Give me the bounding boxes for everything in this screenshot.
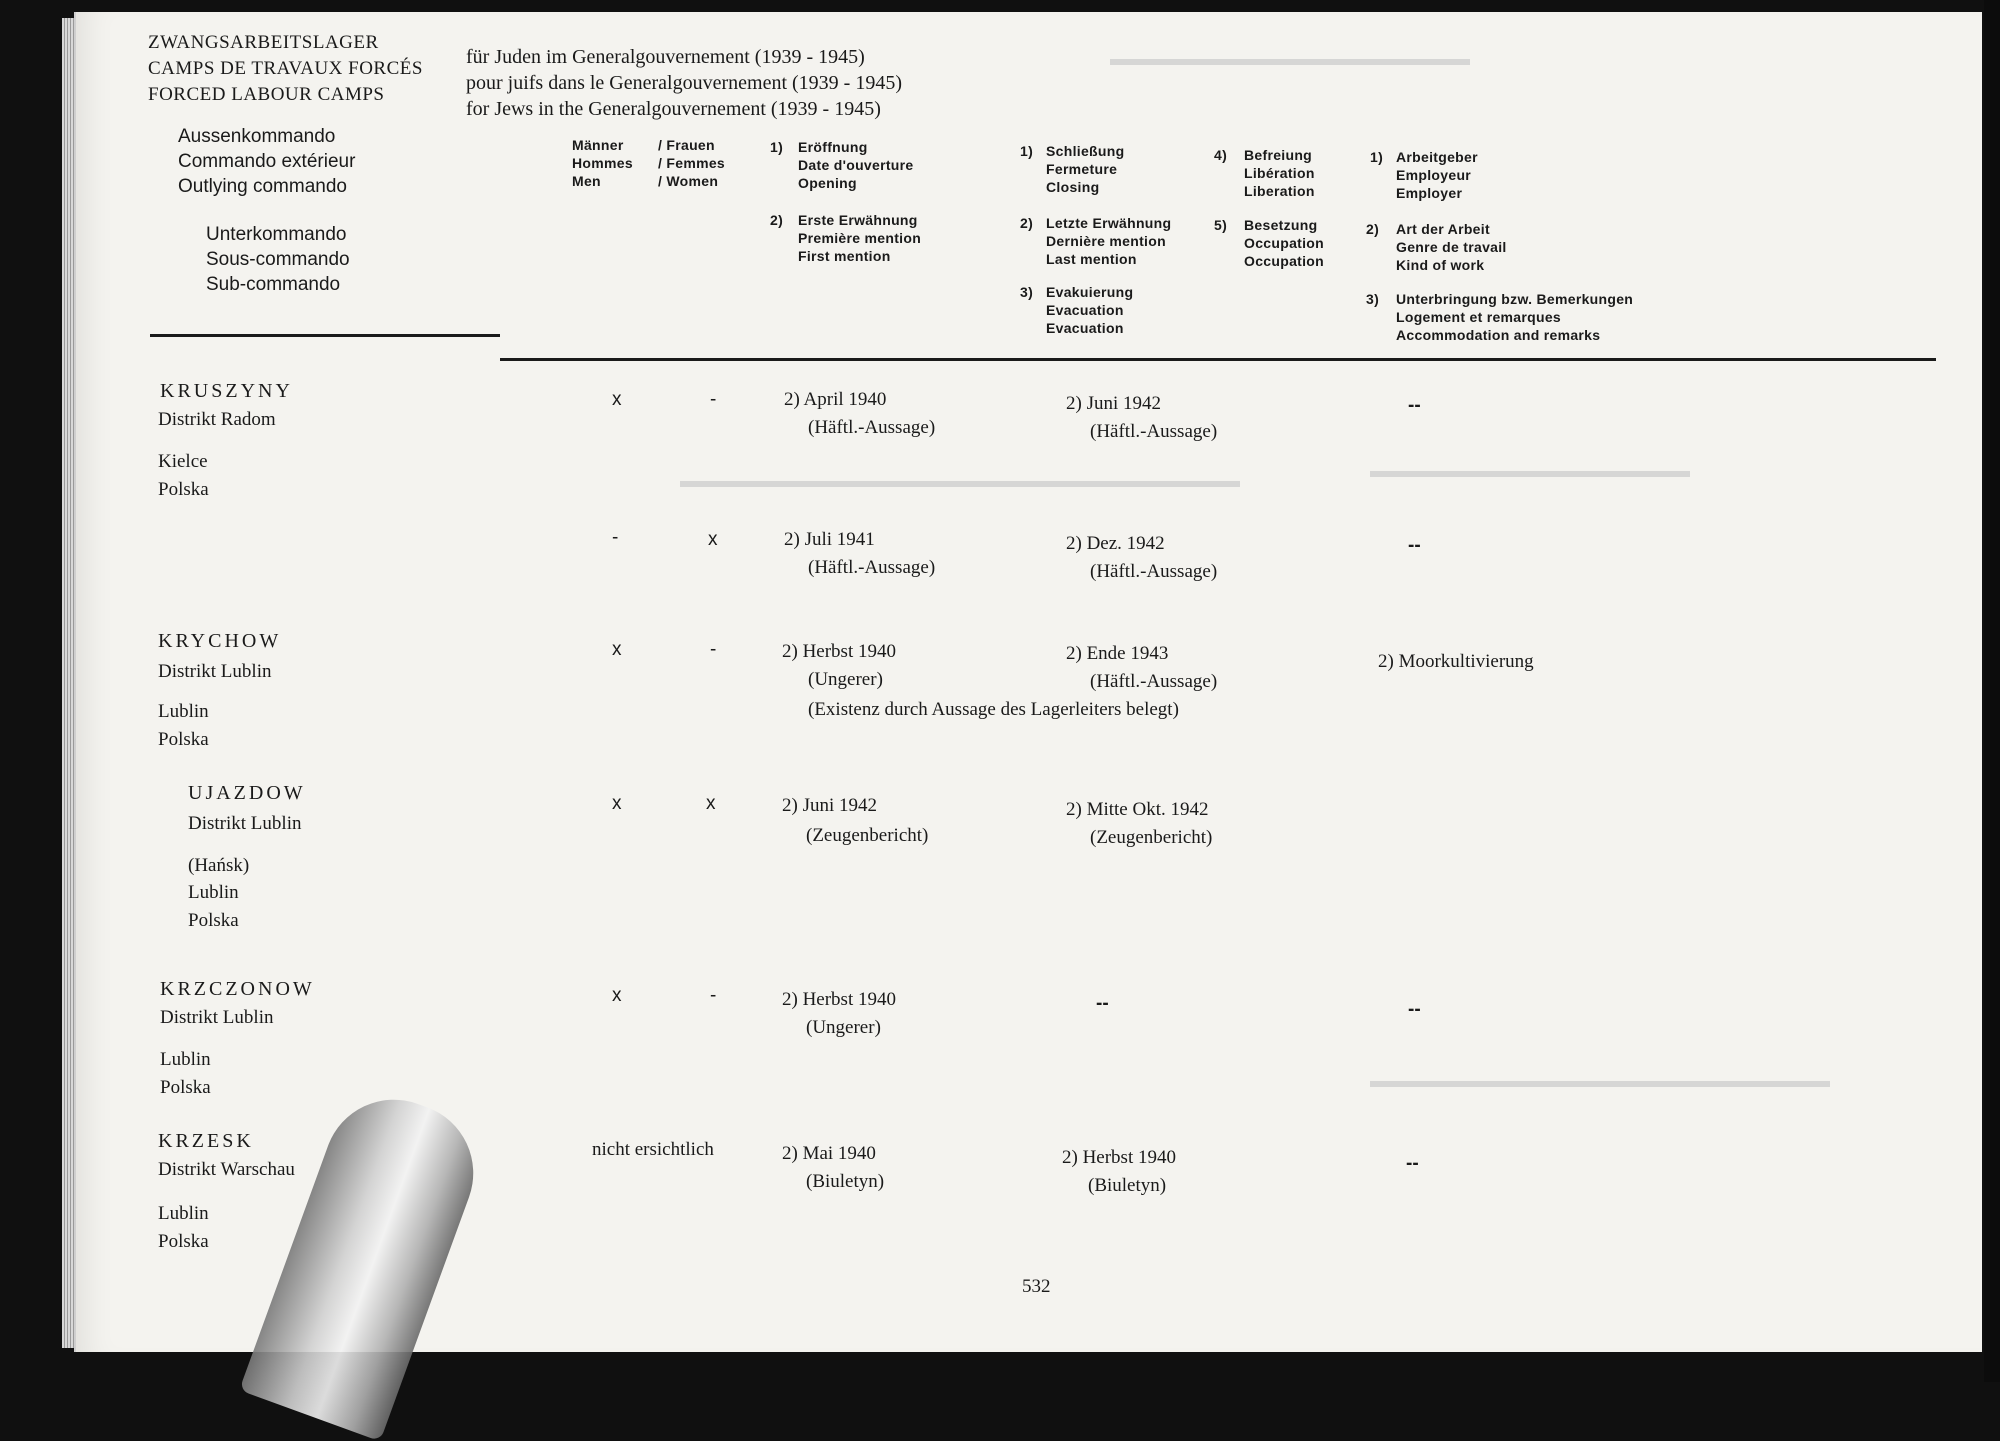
legend-line: Besetzung [1244,217,1318,233]
opening-date: 2) Juli 1941 [784,529,875,550]
legend-line: Evacuation [1046,302,1124,318]
opening-source: (Biuletyn) [806,1171,885,1192]
legend-line: Arbeitgeber [1396,149,1478,165]
legend-line: Liberation [1244,183,1315,199]
gender-men-de: Männer [572,137,624,153]
gender-men-fr: Hommes [572,155,633,171]
men-marker: x [612,985,622,1006]
legend-line: Eröffnung [798,139,868,155]
legend-num: 1) [1020,143,1034,159]
header-title [148,30,423,108]
employer-value: -- [1406,1153,1419,1174]
closing-source: (Häftl.-Aussage) [1090,561,1218,582]
camp-district: Distrikt Lublin [188,813,302,834]
closing-date: -- [1096,993,1109,1014]
legend-line: Première mention [798,230,922,246]
opening-source: (Häftl.-Aussage) [808,417,936,438]
title-line-fr: CAMPS DE TRAVAUX FORCÉS [148,58,423,79]
opening-date: 2) Herbst 1940 [782,989,896,1010]
legend-line: Employeur [1396,167,1472,183]
women-marker: x [706,793,716,814]
camp-name-krychow: KRYCHOW [158,630,282,652]
opening-source: (Ungerer) [808,669,883,690]
camp-place: Lublin [160,1049,211,1070]
bleed-through: ▬▬▬▬▬▬▬▬▬▬▬▬▬▬▬▬▬▬▬▬▬▬▬▬▬▬▬▬ [680,470,1240,492]
women-marker: - [710,389,717,410]
camp-country: Polska [158,729,209,750]
men-marker: - [612,527,619,548]
gender-header [572,136,725,190]
closing-date: 2) Juni 1942 [1066,393,1161,414]
legend-evacuation [1020,283,1133,337]
camp-district: Distrikt Lublin [158,661,272,682]
subcommando-line-de: Unterkommando [206,224,347,245]
legend-line: Occupation [1244,235,1325,251]
legend-liberation [1214,146,1315,200]
legend-num: 5) [1214,217,1228,233]
women-marker: x [708,529,718,550]
legend-num: 3) [1020,284,1034,300]
legend-line: First mention [798,248,891,264]
legend-first-mention [770,211,921,265]
legend-line: Genre de travail [1396,239,1507,255]
legend-num: 1) [770,139,784,155]
legend-line: Accommodation and remarks [1396,327,1601,343]
subtitle-line-en: for Jews in the Generalgouvernement (1939 - 1945) [466,98,881,120]
legend-line: Schließung [1046,143,1125,159]
opening-source: (Ungerer) [806,1017,881,1038]
page-edge-shadow [1984,0,2000,1382]
header-rule-main [500,358,1936,361]
legend-num: 2) [1366,221,1380,237]
legend-line: Closing [1046,179,1100,195]
camp-country: Polska [160,1077,211,1098]
men-marker: x [612,639,622,660]
closing-source: (Biuletyn) [1088,1175,1167,1196]
closing-source: (Zeugenbericht) [1090,827,1213,848]
sub-commando-label [206,222,350,297]
camp-country: Polska [158,1231,209,1252]
gender-women-fr: / Femmes [658,155,725,171]
subtitle-line-de: für Juden im Generalgouvernement (1939 - 1945) [466,46,865,68]
bleed-through: ▬▬▬▬▬▬▬▬▬▬▬▬▬▬▬▬▬▬ [1110,48,1470,70]
camp-name-krzczonow: KRZCZONOW [160,978,315,1000]
gender-women-de: / Frauen [658,137,715,153]
camp-name-kruszyny: KRUSZYNY [160,380,293,402]
closing-source: (Häftl.-Aussage) [1090,421,1218,442]
legend-line: Occupation [1244,253,1325,269]
legend-line: Logement et remarques [1396,309,1562,325]
legend-last-mention [1020,214,1171,268]
closing-date: 2) Herbst 1940 [1062,1147,1176,1168]
employer-value: -- [1408,999,1421,1020]
legend-line: Libération [1244,165,1315,181]
camp-district: Distrikt Radom [158,409,276,430]
legend-line: Kind of work [1396,257,1485,273]
closing-source: (Häftl.-Aussage) [1090,671,1218,692]
legend-accommodation [1366,290,1633,344]
camp-place: Lublin [188,882,239,903]
opening-note: (Existenz durch Aussage des Lagerleiters belegt) [808,699,1179,720]
legend-line: Befreiung [1244,147,1313,163]
legend-line: Employer [1396,185,1463,201]
subcommando-line-fr: Sous-commando [206,249,350,270]
employer-value: -- [1408,535,1421,556]
men-marker: x [612,389,622,410]
women-marker: - [710,985,717,1006]
camp-place: Kielce [158,451,208,472]
title-line-en: FORCED LABOUR CAMPS [148,84,385,105]
legend-work [1366,220,1507,274]
legend-opening [770,138,914,192]
opening-date: 2) April 1940 [784,389,887,410]
bleed-through: ▬▬▬▬▬▬▬▬▬▬▬▬▬▬▬▬▬▬▬▬▬▬▬ [1370,1070,1830,1092]
legend-num: 1) [1370,149,1384,165]
legend-num: 2) [1020,215,1034,231]
camp-country: Polska [188,910,239,931]
gender-men-en: Men [572,173,601,189]
closing-date: 2) Ende 1943 [1066,643,1169,664]
camp-place: Lublin [158,1203,209,1224]
men-marker: x [612,793,622,814]
legend-line: Unterbringung bzw. Bemerkungen [1396,291,1634,307]
opening-date: 2) Mai 1940 [782,1143,876,1164]
women-marker: - [710,639,717,660]
work-kind-value: 2) Moorkultivierung [1378,651,1534,672]
legend-line: Fermeture [1046,161,1118,177]
outlying-commando-label [178,124,355,199]
legend-closing [1020,142,1124,196]
legend-occupation [1214,216,1324,270]
camp-place-alt: (Hańsk) [188,855,250,876]
page-number: 532 [1022,1276,1051,1297]
legend-line: Erste Erwähnung [798,212,918,228]
camp-country: Polska [158,479,209,500]
legend-employer [1370,148,1478,202]
camp-name-ujazdow: UJAZDOW [188,782,306,804]
title-line-de: ZWANGSARBEITSLAGER [148,32,379,53]
legend-line: Evacuation [1046,320,1124,336]
camp-place: Lublin [158,701,209,722]
legend-line: Opening [798,175,857,191]
closing-date: 2) Mitte Okt. 1942 [1066,799,1209,820]
gender-note: nicht ersichtlich [592,1139,714,1160]
legend-line: Date d'ouverture [798,157,914,173]
outlying-line-en: Outlying commando [178,176,347,197]
subcommando-line-en: Sub-commando [206,274,341,295]
legend-line: Evakuierung [1046,284,1134,300]
legend-num: 4) [1214,147,1228,163]
legend-line: Last mention [1046,251,1137,267]
subtitle-line-fr: pour juifs dans le Generalgouvernement (1939 - 1945) [466,72,902,94]
opening-date: 2) Juni 1942 [782,795,877,816]
legend-line: Dernière mention [1046,233,1166,249]
opening-source: (Zeugenbericht) [806,825,929,846]
legend-num: 2) [770,212,784,228]
legend-line: Letzte Erwähnung [1046,215,1172,231]
legend-num: 3) [1366,291,1380,307]
bleed-through: ▬▬▬▬▬▬▬▬▬▬▬▬▬▬▬▬ [1370,460,1690,482]
header-rule-left [150,334,500,337]
opening-date: 2) Herbst 1940 [782,641,896,662]
employer-value: -- [1408,395,1421,416]
camp-name-krzesk: KRZESK [158,1130,254,1152]
legend-line: Art der Arbeit [1396,221,1490,237]
camp-district: Distrikt Warschau [158,1159,295,1180]
camp-district: Distrikt Lublin [160,1007,274,1028]
outlying-line-fr: Commando extérieur [178,151,356,172]
closing-date: 2) Dez. 1942 [1066,533,1165,554]
outlying-line-de: Aussenkommando [178,126,336,147]
header-subtitle [466,44,902,122]
gender-women-en: / Women [658,173,719,189]
opening-source: (Häftl.-Aussage) [808,557,936,578]
